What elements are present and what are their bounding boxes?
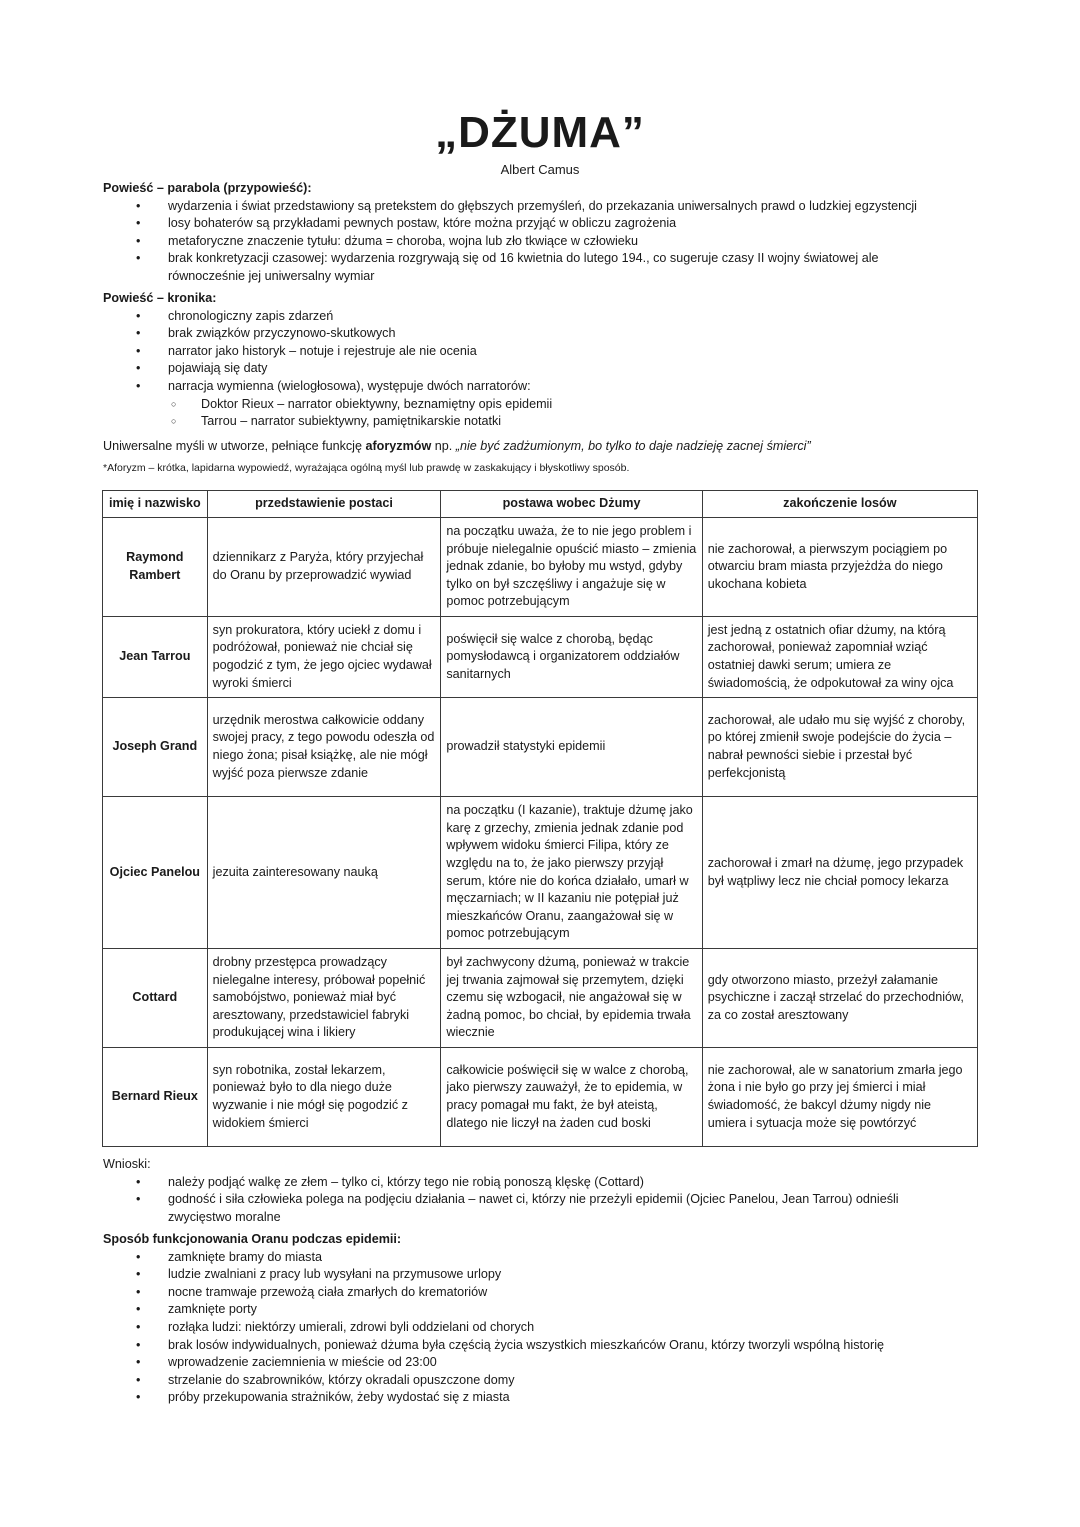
table-row [103,797,978,949]
conclusions-section [103,1156,983,1226]
character-name: Bernard Rieux [103,1048,208,1147]
character-description: dziennikarz z Paryża, który przyjechał do Oranu by przeprowadzić wywiad [207,518,441,617]
table-row [103,1048,978,1147]
character-attitude: na początku uważa, że to nie jego problem i próbuje nielegalnie opuścić miasto – zmienia jednak zdanie, bo byłoby mu wstyd, gdyby tylko on był szczęśliwy i angażuje się w pomoc potrzebującym [441,518,702,617]
bullet-list [103,1174,983,1227]
character-name: Joseph Grand [103,698,208,797]
character-ending: zachorował, ale udało mu się wyjść z choroby, po której zmienił swoje podejście do życia – nabrał pewności siebie i przestał być perfekcjonistą [702,698,977,797]
characters-table [102,490,978,1147]
character-description: syn prokuratora, który uciekł z domu i podróżował, ponieważ nie chciał się pogodzić z tym, że jego ojciec wydawał wyroki śmierci [207,617,441,698]
oran-section [103,1231,983,1407]
list-item: • brak konkretyzacji czasowej: wydarzenia rozgrywają się od 16 kwietnia do lutego 194., co sugeruje czasy II wojny światowej ale równocześnie jej uniwersalny wymiar [103,250,983,285]
column-header: przedstawienie postaci [207,491,441,518]
aphorism-quote: „nie być zadżumionym, bo tylko to daje nadzieję zacnej śmierci” [455,439,811,453]
table-row [103,949,978,1048]
list-item: • brak losów indywidualnych, ponieważ dżuma była częścią życia wszystkich mieszkańców Oranu, którzy tworzyli wspólną historię [103,1337,983,1355]
list-item: • chronologiczny zapis zdarzeń [103,308,983,326]
aphorism-keyword: aforyzmów [365,439,432,453]
document-author: Albert Camus [500,162,580,177]
list-item: • wprowadzenie zaciemnienia w mieście od 23:00 [103,1354,983,1372]
list-item: • pojawiają się daty [103,360,983,378]
table-header-row [103,491,978,518]
list-item: • metaforyczne znaczenie tytułu: dżuma = choroba, wojna lub zło tkwiące w człowieku [103,233,983,251]
list-item: • narrator jako historyk – notuje i rejestruje ale nie ocenia [103,343,983,361]
list-item: • losy bohaterów są przykładami pewnych postaw, które można przyjąć w obliczu zagrożenia [103,215,983,233]
list-item: • należy podjąć walkę ze złem – tylko ci, którzy tego nie robią ponoszą klęskę (Cottard) [103,1174,983,1192]
aphorism-footnote: *Aforyzm – krótka, lapidarna wypowiedź, wyrażająca ogólną myśl lub prawdę w zaskakujący i błyskotliwy sposób. [103,462,630,474]
section-heading: Wnioski: [103,1157,151,1171]
list-item: • brak związków przyczynowo-skutkowych [103,325,983,343]
list-item: • nocne tramwaje przewożą ciała zmarłych do krematoriów [103,1284,983,1302]
character-ending: zachorował i zmarł na dżumę, jego przypadek był wątpliwy lecz nie chciał pomocy lekarza [702,797,977,949]
character-ending: nie zachorował, ale w sanatorium zmarła jego żona i nie było go przy jej śmierci i miał świadomość, że bakcyl dżumy nigdy nie umiera i sytuacja może się powtórzyć [702,1048,977,1147]
bullet-list [103,308,983,396]
section-heading: Powieść – kronika: [103,291,217,305]
list-item: • ludzie zwalniani z pracy lub wysyłani na przymusowe urlopy [103,1266,983,1284]
character-name: Jean Tarrou [103,617,208,698]
bullet-list [103,198,983,286]
character-attitude: prowadził statystyki epidemii [441,698,702,797]
bullet-list [103,1249,983,1407]
list-item: • zamknięte bramy do miasta [103,1249,983,1267]
section-heading: Sposób funkcjonowania Oranu podczas epidemii: [103,1232,402,1246]
list-item: • zamknięte porty [103,1301,983,1319]
character-name: Ojciec Panelou [103,797,208,949]
character-description: urzędnik merostwa całkowicie oddany swojej pracy, z tego powodu odeszła od niego żona; pisał książkę, ale nie mógł wyjść poza pierwsze zdanie [207,698,441,797]
table-row [103,698,978,797]
parabola-section [103,180,983,286]
list-item: • narracja wymienna (wielogłosowa), występuje dwóch narratorów: [103,378,983,396]
sub-list-item: ○ Doktor Rieux – narrator obiektywny, beznamiętny opis epidemii [103,396,983,414]
sub-list-item: ○ Tarrou – narrator subiektywny, pamiętnikarskie notatki [103,413,983,431]
aphorism-mid: np. [431,439,456,453]
column-header: imię i nazwisko [103,491,208,518]
character-description: jezuita zainteresowany nauką [207,797,441,949]
table-row [103,617,978,698]
kronika-section [103,290,983,431]
character-ending: gdy otworzono miasto, przeżył załamanie psychiczne i zaczął strzelać do przechodniów, za co został aresztowany [702,949,977,1048]
character-description: drobny przestępca prowadzący nielegalne interesy, próbował popełnić samobójstwo, ponieważ miał być aresztowany, przedstawiciel fabryki produkującej wina i likiery [207,949,441,1048]
list-item: • godność i siła człowieka polega na podjęciu działania – nawet ci, którzy nie przeżyli epidemii (Ojciec Panelou, Jean Tarrou) odnieśli zwycięstwo moralne [103,1191,983,1226]
character-attitude: całkowicie poświęcił się w walce z chorobą, jako pierwszy zauważył, że to epidemia, w pracy pomagał mu fakt, że był ateistą, dlatego nie liczył na żaden cud boski [441,1048,702,1147]
character-ending: jest jedną z ostatnich ofiar dżumy, na którą zachorował, ponieważ zapomniał wziąć ostatniej dawki serum; umiera ze świadomością, że odpokutował za winy ojca [702,617,977,698]
sub-list [103,396,983,431]
character-description: syn robotnika, został lekarzem, ponieważ było to dla niego duże wyzwanie i nie mógł się pogodzić z widokiem śmierci [207,1048,441,1147]
aphorism-line [103,438,983,456]
character-attitude: był zachwycony dżumą, ponieważ w trakcie jej trwania zajmował się przemytem, dzięki czemu się wzbogacił, nie angażował się w żadną pomoc, bo chciał, by epidemia trwała wiecznie [441,949,702,1048]
table-row [103,518,978,617]
list-item: • strzelanie do szabrowników, którzy okradali opuszczone domy [103,1372,983,1390]
column-header: postawa wobec Dżumy [441,491,702,518]
section-heading: Powieść – parabola (przypowieść): [103,181,312,195]
column-header: zakończenie losów [702,491,977,518]
character-name: Raymond Rambert [103,518,208,617]
character-ending: nie zachorował, a pierwszym pociągiem po otwarciu bram miasta przyjeżdża do niego ukochana kobieta [702,518,977,617]
document-title: „DŻUMA” [435,108,645,157]
list-item: • próby przekupowania strażników, żeby wydostać się z miasta [103,1389,983,1407]
character-attitude: poświęcił się walce z chorobą, będąc pomysłodawcą i organizatorem oddziałów sanitarnych [441,617,702,698]
list-item: • wydarzenia i świat przedstawiony są pretekstem do głębszych przemyśleń, do przekazania uniwersalnych prawd o ludzkiej egzystencji [103,198,983,216]
character-attitude: na początku (I kazanie), traktuje dżumę jako karę z grzechy, zmienia jednak zdanie pod wpływem widoku śmierci Filipa, który ze względu na to, że jako pierwszy przyjął serum, które nie do końca działało, umarł w męczarniach; w II kazaniu nie potępiał już mieszkańców Oranu, zaangażował się w pomoc potrzebującym [441,797,702,949]
aphorism-lead: Uniwersalne myśli w utworze, pełniące funkcję [103,439,366,453]
character-name: Cottard [103,949,208,1048]
list-item: • rozłąka ludzi: niektórzy umierali, zdrowi byli oddzielani od chorych [103,1319,983,1337]
